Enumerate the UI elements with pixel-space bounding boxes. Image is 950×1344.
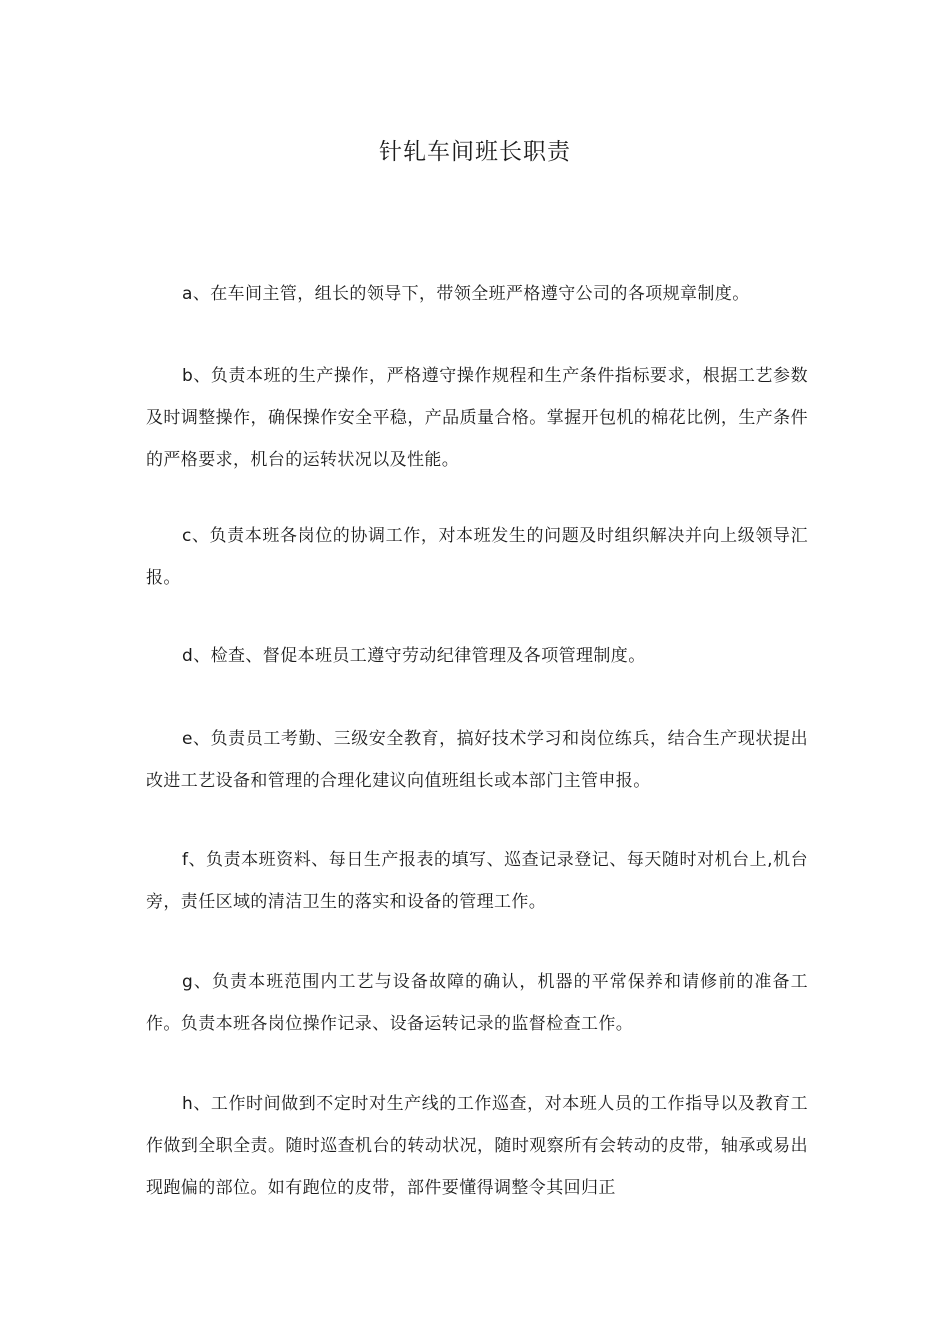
paragraph-e: e、负责员工考勤、三级安全教育，搞好技术学习和岗位练兵，结合生产现状提出改进工艺设备和管理的合理化建议向值班组长或本部门主管申报。 <box>146 729 808 791</box>
paragraph-f: f、负责本班资料、每日生产报表的填写、巡查记录登记、每天随时对机台上,机台旁，责任区域的清洁卫生的落实和设备的管理工作。 <box>146 850 808 912</box>
paragraph-g: g、负责本班范围内工艺与设备故障的确认，机器的平常保养和请修前的准备工作。负责本班各岗位操作记录、设备运转记录的监督检查工作。 <box>146 972 808 1034</box>
paragraph-c: c、负责本班各岗位的协调工作，对本班发生的问题及时组织解决并向上级领导汇报。 <box>146 526 808 588</box>
document-title: 针轧车间班长职责 <box>379 139 571 165</box>
paragraph-d: d、检查、督促本班员工遵守劳动纪律管理及各项管理制度。 <box>182 646 646 666</box>
paragraph-a: a、在车间主管，组长的领导下，带领全班严格遵守公司的各项规章制度。 <box>182 284 750 304</box>
paragraph-b: b、负责本班的生产操作，严格遵守操作规程和生产条件指标要求，根据工艺参数及时调整操作，确保操作安全平稳，产品质量合格。掌握开包机的棉花比例，生产条件的严格要求，机台的运转状况以及性能。 <box>146 366 808 470</box>
paragraph-h: h、工作时间做到不定时对生产线的工作巡查，对本班人员的工作指导以及教育工作做到全职全责。随时巡查机台的转动状况，随时观察所有会转动的皮带，轴承或易出现跑偏的部位。如有跑位的皮带，部件要懂得调整令其回归正 <box>146 1094 808 1198</box>
